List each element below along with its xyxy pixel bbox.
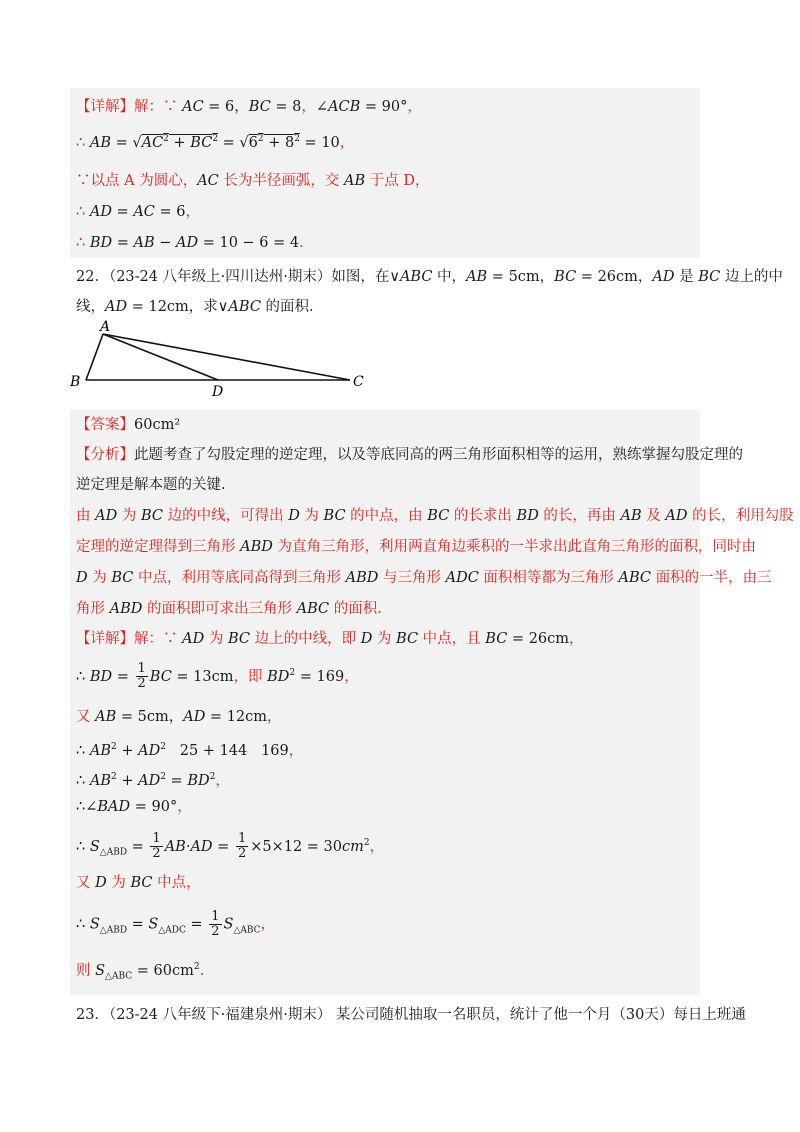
detail-line-5: ∴ $AB^2 + AD^2 = BD^2$， [76, 772, 230, 789]
solution-panel-2 [70, 410, 700, 995]
answer-value: 60cm² [134, 417, 181, 433]
detail-line-9: ∴ $S_{\triangle ABD} = S_{\triangle ADC}$ = $\frac{1}{2}$ $S_{\triangle ABC}$， [76, 909, 276, 939]
analysis-red-3: D 为 BC 中点，利用等底同高得到三角形 ABD 与三角形 ADC 面积相等都为三角形 ABC 面积的一半，由三 [76, 570, 772, 586]
p1-line-5: ∴ BD = AB − AD = 10 − 6 = 4． [76, 235, 314, 251]
p1-line-4: ∴ AD = AC = 6， [76, 204, 200, 220]
q23-line-1: 23．（23-24 八年级下·福建泉州·期末） 某公司随机抽取一名职员，统计了他一个月（30天）每日上班通 [76, 1007, 746, 1023]
detail-tag: 【详解】 [76, 99, 134, 115]
answer-tag: 【答案】 [76, 417, 134, 433]
p1-line-3: ∵以点 A 为圆心，AC 长为半径画弧，交 AB 于点 D， [76, 173, 430, 189]
label-d: D [212, 384, 224, 400]
side-ab [86, 334, 103, 380]
label-a: A [100, 319, 111, 335]
q22-line-2: 线，AD = 12cm，求∨ABC 的面积. [76, 299, 314, 315]
detail-line-7: ∴ $S_{\triangle ABD}$ = $\frac{1}{2}$ AB·AD = $\frac{1}{2}$ $\times 5\times 12 = 30cm^2$， [76, 831, 385, 862]
p1-line-1: 【详解】解：∵ AC = 6，BC = 8，∠ACB = 90°， [76, 99, 422, 115]
analysis-line-1: 【分析】此题考查了勾股定理的逆定理，以及等底同高的两三角形面积相等的运用，熟练掌握勾股定理的 [76, 447, 743, 463]
q22-line-1: 22．（23-24 八年级上·四川达州·期末）如图，在∨ABC 中，AB = 5cm，BC = 26cm，AD 是 BC 边上的中 [76, 269, 783, 285]
detail-line-2: ∴ BD = $\frac{1}{2}$ BC = 13cm，即 $BD^2 = 169$， [76, 661, 359, 692]
median-ad [103, 334, 218, 380]
side-ac [103, 334, 350, 380]
analysis-red-4: 角形 ABD 的面积即可求出三角形 ABC 的面积. [76, 601, 382, 617]
triangle-figure [68, 318, 378, 400]
detail-line-4: ∴ $AB^2 + AD^2$ 25 + 144 169， [76, 742, 304, 759]
analysis-tag: 【分析】 [76, 447, 134, 463]
label-c: C [353, 374, 364, 390]
detail-line-3: 又 AB = 5cm，AD = 12cm， [76, 709, 282, 725]
p1-line-2: ∴ AB = $√AC^2 + BC^2 = √6^2 + 8^2 = 10$， [76, 134, 355, 151]
detail-line-1: 【详解】解：∵ AD 为 BC 边上的中线，即 D 为 BC 中点，且 BC = 26cm， [76, 631, 584, 647]
answer-line [76, 414, 180, 436]
detail-line-6: ∴∠BAD = 90°， [76, 799, 192, 815]
analysis-red-2: 定理的逆定理得到三角形 ABD 为直角三角形，利用两直角边乘积的一半求出此直角三角形的面积，同时由 [76, 539, 756, 555]
detail-tag-2: 【详解】 [76, 631, 134, 647]
label-b: B [70, 374, 81, 390]
detail-line-10: 则 $S_{\triangle ABC} = 60cm^2$. [76, 962, 205, 982]
detail-line-8: 又 D 为 BC 中点， [76, 875, 201, 891]
analysis-red-1: 由 AD 为 BC 边的中线，可得出 D 为 BC 的中点，由 BC 的长求出 BD 的长，再由 AB 及 AD 的长，利用勾股 [76, 508, 794, 524]
analysis-line-2: 逆定理是解本题的关键. [76, 477, 226, 493]
